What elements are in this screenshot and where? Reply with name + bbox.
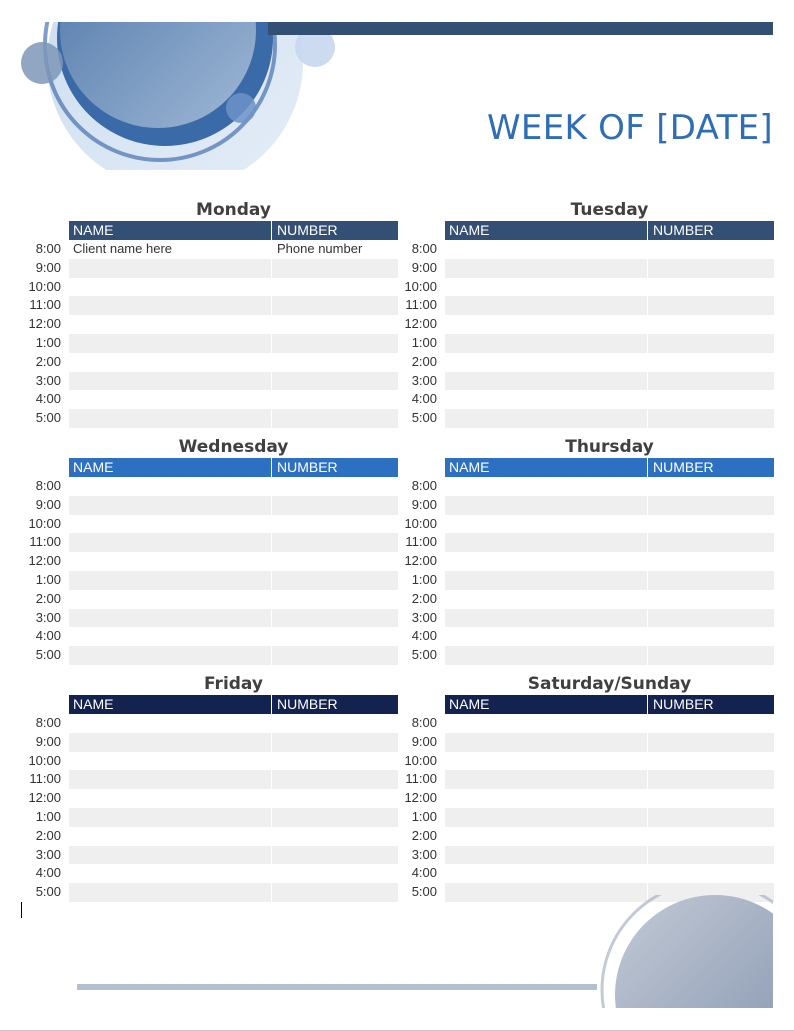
- table-row: [400, 353, 774, 372]
- name-cell[interactable]: [69, 846, 272, 865]
- time-label: 11:00: [29, 534, 61, 550]
- time-label: 2:00: [35, 353, 61, 369]
- name-cell[interactable]: [445, 552, 648, 571]
- name-cell[interactable]: [445, 296, 648, 315]
- number-cell[interactable]: [272, 846, 398, 865]
- table-row: [24, 390, 398, 409]
- number-cell[interactable]: [272, 315, 398, 334]
- time-label: 11:00: [29, 771, 61, 787]
- time-rows: [24, 477, 398, 665]
- name-cell[interactable]: [445, 259, 648, 278]
- name-cell[interactable]: [69, 278, 272, 297]
- name-cell[interactable]: [69, 864, 272, 883]
- time-label: 10:00: [28, 752, 61, 768]
- number-cell[interactable]: [272, 609, 398, 628]
- table-row: [24, 627, 398, 646]
- number-cell[interactable]: [648, 627, 774, 646]
- time-label: 3:00: [411, 372, 437, 388]
- day-title[interactable]: Friday: [204, 674, 263, 694]
- time-rows: [400, 477, 774, 665]
- bottom-accent-line: [77, 984, 597, 990]
- name-cell[interactable]: [69, 552, 272, 571]
- name-cell[interactable]: [445, 278, 648, 297]
- table-row: [400, 477, 774, 496]
- table-header: [445, 221, 774, 240]
- name-cell[interactable]: [445, 770, 648, 789]
- time-label: 4:00: [35, 391, 61, 407]
- column-header-number: NUMBER: [277, 696, 338, 712]
- name-cell[interactable]: [445, 372, 648, 391]
- time-label: 9:00: [35, 496, 61, 512]
- name-cell[interactable]: [445, 646, 648, 665]
- table-row: [24, 590, 398, 609]
- name-cell[interactable]: [69, 733, 272, 752]
- table-row: [24, 334, 398, 353]
- number-cell[interactable]: [648, 409, 774, 428]
- number-cell[interactable]: [648, 334, 774, 353]
- column-header-name: NAME: [445, 458, 648, 477]
- table-row: [24, 846, 398, 865]
- number-cell[interactable]: [648, 496, 774, 515]
- table-row: [24, 409, 398, 428]
- time-label: 11:00: [29, 297, 61, 313]
- column-header-number: NUMBER: [653, 459, 714, 475]
- number-cell[interactable]: [648, 259, 774, 278]
- name-cell[interactable]: Client name here: [69, 240, 272, 259]
- time-label: 10:00: [404, 752, 437, 768]
- time-label: 2:00: [411, 590, 437, 606]
- time-label: 1:00: [35, 571, 61, 587]
- time-label: 3:00: [35, 846, 61, 862]
- time-label: 1:00: [411, 334, 437, 350]
- number-cell[interactable]: [648, 827, 774, 846]
- table-row: [24, 533, 398, 552]
- table-row: [24, 789, 398, 808]
- name-cell[interactable]: [69, 714, 272, 733]
- number-cell[interactable]: [272, 646, 398, 665]
- table-row: [24, 609, 398, 628]
- name-cell[interactable]: [445, 752, 648, 771]
- table-row: [24, 296, 398, 315]
- name-cell[interactable]: [445, 240, 648, 259]
- time-label: 1:00: [411, 808, 437, 824]
- name-cell[interactable]: [445, 353, 648, 372]
- name-cell[interactable]: [69, 353, 272, 372]
- table-row: [24, 515, 398, 534]
- time-label: 4:00: [411, 628, 437, 644]
- time-label: 9:00: [35, 733, 61, 749]
- time-label: 12:00: [404, 553, 437, 569]
- name-cell[interactable]: [445, 533, 648, 552]
- bottom-circle-graphic-icon: [570, 895, 794, 1031]
- column-header-number: NUMBER: [653, 222, 714, 238]
- table-row: [400, 409, 774, 428]
- number-cell[interactable]: [272, 515, 398, 534]
- table-row: [24, 372, 398, 391]
- name-cell[interactable]: [69, 533, 272, 552]
- time-label: 5:00: [35, 647, 61, 663]
- number-cell[interactable]: [648, 390, 774, 409]
- time-label: 3:00: [35, 372, 61, 388]
- number-cell[interactable]: [272, 496, 398, 515]
- time-label: 11:00: [405, 534, 437, 550]
- table-row: [400, 846, 774, 865]
- name-cell[interactable]: [69, 883, 272, 902]
- number-cell[interactable]: [272, 259, 398, 278]
- number-cell[interactable]: [648, 646, 774, 665]
- name-cell[interactable]: [445, 334, 648, 353]
- number-cell[interactable]: [272, 533, 398, 552]
- column-header-number: NUMBER: [277, 222, 338, 238]
- name-cell[interactable]: [69, 390, 272, 409]
- name-cell[interactable]: [445, 477, 648, 496]
- time-label: 3:00: [35, 609, 61, 625]
- table-row: [400, 390, 774, 409]
- time-label: 12:00: [28, 553, 61, 569]
- name-cell[interactable]: [69, 646, 272, 665]
- table-row: [24, 571, 398, 590]
- time-rows: [400, 714, 774, 902]
- number-cell[interactable]: [272, 827, 398, 846]
- table-row: [24, 733, 398, 752]
- time-label: 8:00: [35, 715, 61, 730]
- name-cell[interactable]: [445, 496, 648, 515]
- number-cell[interactable]: [648, 278, 774, 297]
- table-row: [24, 714, 398, 733]
- name-cell[interactable]: [69, 409, 272, 428]
- number-cell[interactable]: [648, 571, 774, 590]
- name-cell[interactable]: [445, 808, 648, 827]
- number-cell[interactable]: [272, 627, 398, 646]
- name-cell[interactable]: [445, 883, 648, 902]
- table-row: [24, 770, 398, 789]
- number-cell[interactable]: [272, 864, 398, 883]
- number-cell[interactable]: [272, 571, 398, 590]
- name-cell[interactable]: [445, 515, 648, 534]
- number-cell[interactable]: [648, 515, 774, 534]
- number-cell[interactable]: [648, 372, 774, 391]
- table-row: [400, 552, 774, 571]
- number-cell[interactable]: [648, 846, 774, 865]
- name-cell[interactable]: [445, 609, 648, 628]
- table-row: [24, 315, 398, 334]
- table-header: [69, 458, 398, 477]
- day-title[interactable]: Wednesday: [178, 437, 289, 457]
- table-row: [24, 552, 398, 571]
- table-row: [400, 590, 774, 609]
- day-title[interactable]: Tuesday: [570, 200, 649, 220]
- name-cell[interactable]: [69, 315, 272, 334]
- time-label: 3:00: [411, 609, 437, 625]
- table-row: [400, 883, 774, 902]
- name-cell[interactable]: [445, 409, 648, 428]
- time-label: 2:00: [411, 827, 437, 843]
- name-cell[interactable]: [445, 789, 648, 808]
- number-cell[interactable]: [648, 752, 774, 771]
- number-cell[interactable]: [272, 552, 398, 571]
- time-label: 3:00: [411, 846, 437, 862]
- time-label: 4:00: [411, 865, 437, 881]
- name-cell[interactable]: [69, 496, 272, 515]
- name-cell[interactable]: [445, 846, 648, 865]
- table-row: [400, 334, 774, 353]
- time-label: 10:00: [28, 278, 61, 294]
- time-label: 2:00: [35, 827, 61, 843]
- time-label: 8:00: [35, 241, 61, 256]
- table-row: [400, 315, 774, 334]
- table-row: [400, 733, 774, 752]
- name-cell[interactable]: [445, 571, 648, 590]
- name-cell[interactable]: [445, 315, 648, 334]
- time-label: 11:00: [405, 771, 437, 787]
- number-cell[interactable]: [648, 552, 774, 571]
- table-row: [24, 646, 398, 665]
- column-header-number: NUMBER: [653, 696, 714, 712]
- day-title[interactable]: Monday: [196, 200, 271, 220]
- number-cell[interactable]: [272, 789, 398, 808]
- name-cell[interactable]: [69, 808, 272, 827]
- day-title[interactable]: Thursday: [565, 437, 654, 457]
- table-row: [400, 296, 774, 315]
- table-row: [400, 752, 774, 771]
- day-title[interactable]: Saturday/Sunday: [527, 674, 692, 694]
- table-row: [24, 278, 398, 297]
- number-cell[interactable]: [648, 590, 774, 609]
- number-cell[interactable]: [272, 883, 398, 902]
- number-cell[interactable]: [272, 590, 398, 609]
- table-row: [400, 609, 774, 628]
- time-label: 12:00: [404, 316, 437, 332]
- number-cell[interactable]: [648, 240, 774, 259]
- time-label: 9:00: [411, 496, 437, 512]
- table-header: [69, 695, 398, 714]
- time-label: 1:00: [35, 808, 61, 824]
- number-cell[interactable]: [648, 296, 774, 315]
- time-label: 1:00: [411, 571, 437, 587]
- time-label: 4:00: [35, 628, 61, 644]
- table-row: [400, 864, 774, 883]
- time-label: 5:00: [411, 410, 437, 426]
- name-cell[interactable]: [445, 827, 648, 846]
- time-label: 2:00: [411, 353, 437, 369]
- number-cell[interactable]: [648, 864, 774, 883]
- number-cell[interactable]: Phone number: [277, 241, 363, 256]
- page-title[interactable]: WEEK OF [DATE]: [487, 108, 773, 148]
- time-label: 4:00: [411, 391, 437, 407]
- time-label: 10:00: [28, 515, 61, 531]
- table-row: [400, 533, 774, 552]
- name-cell[interactable]: [445, 590, 648, 609]
- time-label: 10:00: [404, 515, 437, 531]
- table-row: [400, 827, 774, 846]
- name-cell[interactable]: [69, 372, 272, 391]
- table-row: [400, 789, 774, 808]
- number-cell[interactable]: [648, 353, 774, 372]
- column-header-name: NAME: [445, 221, 648, 240]
- number-cell[interactable]: [648, 609, 774, 628]
- table-row: [400, 646, 774, 665]
- number-cell[interactable]: [272, 390, 398, 409]
- time-label: 12:00: [28, 316, 61, 332]
- time-label: 5:00: [35, 410, 61, 426]
- number-cell[interactable]: [272, 770, 398, 789]
- column-header-name: NAME: [445, 695, 648, 714]
- name-cell[interactable]: [69, 259, 272, 278]
- number-cell[interactable]: [272, 372, 398, 391]
- name-cell[interactable]: [445, 714, 648, 733]
- table-row: [24, 353, 398, 372]
- table-row: [400, 515, 774, 534]
- table-header: [445, 458, 774, 477]
- name-cell[interactable]: [69, 827, 272, 846]
- table-row: [24, 477, 398, 496]
- name-cell[interactable]: [445, 864, 648, 883]
- time-rows: [24, 714, 398, 902]
- table-row: [24, 883, 398, 902]
- number-cell[interactable]: [648, 733, 774, 752]
- column-header-name: NAME: [69, 458, 272, 477]
- table-row: [24, 827, 398, 846]
- time-label: 1:00: [35, 334, 61, 350]
- time-label: 12:00: [28, 790, 61, 806]
- table-row: [400, 571, 774, 590]
- time-label: 12:00: [404, 790, 437, 806]
- table-row: [400, 808, 774, 827]
- time-label: 8:00: [411, 715, 437, 730]
- table-row: [24, 864, 398, 883]
- table-header: [69, 221, 398, 240]
- table-row: [24, 259, 398, 278]
- time-label: 9:00: [411, 259, 437, 275]
- number-cell[interactable]: [272, 477, 398, 496]
- time-rows: [24, 240, 398, 428]
- number-cell[interactable]: [648, 315, 774, 334]
- name-cell[interactable]: [69, 334, 272, 353]
- table-row: [24, 808, 398, 827]
- time-label: 5:00: [35, 884, 61, 900]
- number-cell[interactable]: [648, 789, 774, 808]
- number-cell[interactable]: [272, 733, 398, 752]
- number-cell[interactable]: [648, 714, 774, 733]
- time-label: 9:00: [35, 259, 61, 275]
- text-cursor: [21, 902, 22, 918]
- table-row: [24, 496, 398, 515]
- table-row: [24, 240, 398, 259]
- name-cell[interactable]: [69, 477, 272, 496]
- table-row: [400, 278, 774, 297]
- time-label: 8:00: [35, 478, 61, 493]
- table-row: [400, 240, 774, 259]
- name-cell[interactable]: [69, 752, 272, 771]
- number-cell[interactable]: [272, 714, 398, 733]
- name-cell[interactable]: [445, 733, 648, 752]
- number-cell[interactable]: [648, 533, 774, 552]
- column-header-number: NUMBER: [277, 459, 338, 475]
- time-label: 11:00: [405, 297, 437, 313]
- time-label: 8:00: [411, 478, 437, 493]
- name-cell[interactable]: [69, 627, 272, 646]
- time-label: 4:00: [35, 865, 61, 881]
- column-header-name: NAME: [69, 695, 272, 714]
- number-cell[interactable]: [272, 296, 398, 315]
- name-cell[interactable]: [69, 571, 272, 590]
- time-label: 5:00: [411, 884, 437, 900]
- table-row: [400, 496, 774, 515]
- name-cell[interactable]: [69, 609, 272, 628]
- table-row: [24, 752, 398, 771]
- time-label: 2:00: [35, 590, 61, 606]
- number-cell[interactable]: [272, 353, 398, 372]
- time-rows: [400, 240, 774, 428]
- number-cell[interactable]: [648, 477, 774, 496]
- name-cell[interactable]: [69, 770, 272, 789]
- number-cell[interactable]: [272, 409, 398, 428]
- time-label: 5:00: [411, 647, 437, 663]
- time-label: 8:00: [411, 241, 437, 256]
- time-label: 10:00: [404, 278, 437, 294]
- table-row: [400, 372, 774, 391]
- number-cell[interactable]: [648, 770, 774, 789]
- name-cell[interactable]: [69, 515, 272, 534]
- table-header: [445, 695, 774, 714]
- number-cell[interactable]: [272, 752, 398, 771]
- name-cell[interactable]: [69, 789, 272, 808]
- table-row: [400, 259, 774, 278]
- time-label: 9:00: [411, 733, 437, 749]
- name-cell[interactable]: [445, 627, 648, 646]
- number-cell[interactable]: [272, 808, 398, 827]
- number-cell[interactable]: [272, 334, 398, 353]
- table-row: [400, 770, 774, 789]
- table-row: [400, 627, 774, 646]
- top-accent-bar: [268, 22, 773, 35]
- name-cell[interactable]: [69, 296, 272, 315]
- table-row: [400, 714, 774, 733]
- number-cell[interactable]: [272, 278, 398, 297]
- number-cell[interactable]: [648, 883, 774, 902]
- column-header-name: NAME: [69, 221, 272, 240]
- name-cell[interactable]: [69, 590, 272, 609]
- number-cell[interactable]: [648, 808, 774, 827]
- name-cell[interactable]: [445, 390, 648, 409]
